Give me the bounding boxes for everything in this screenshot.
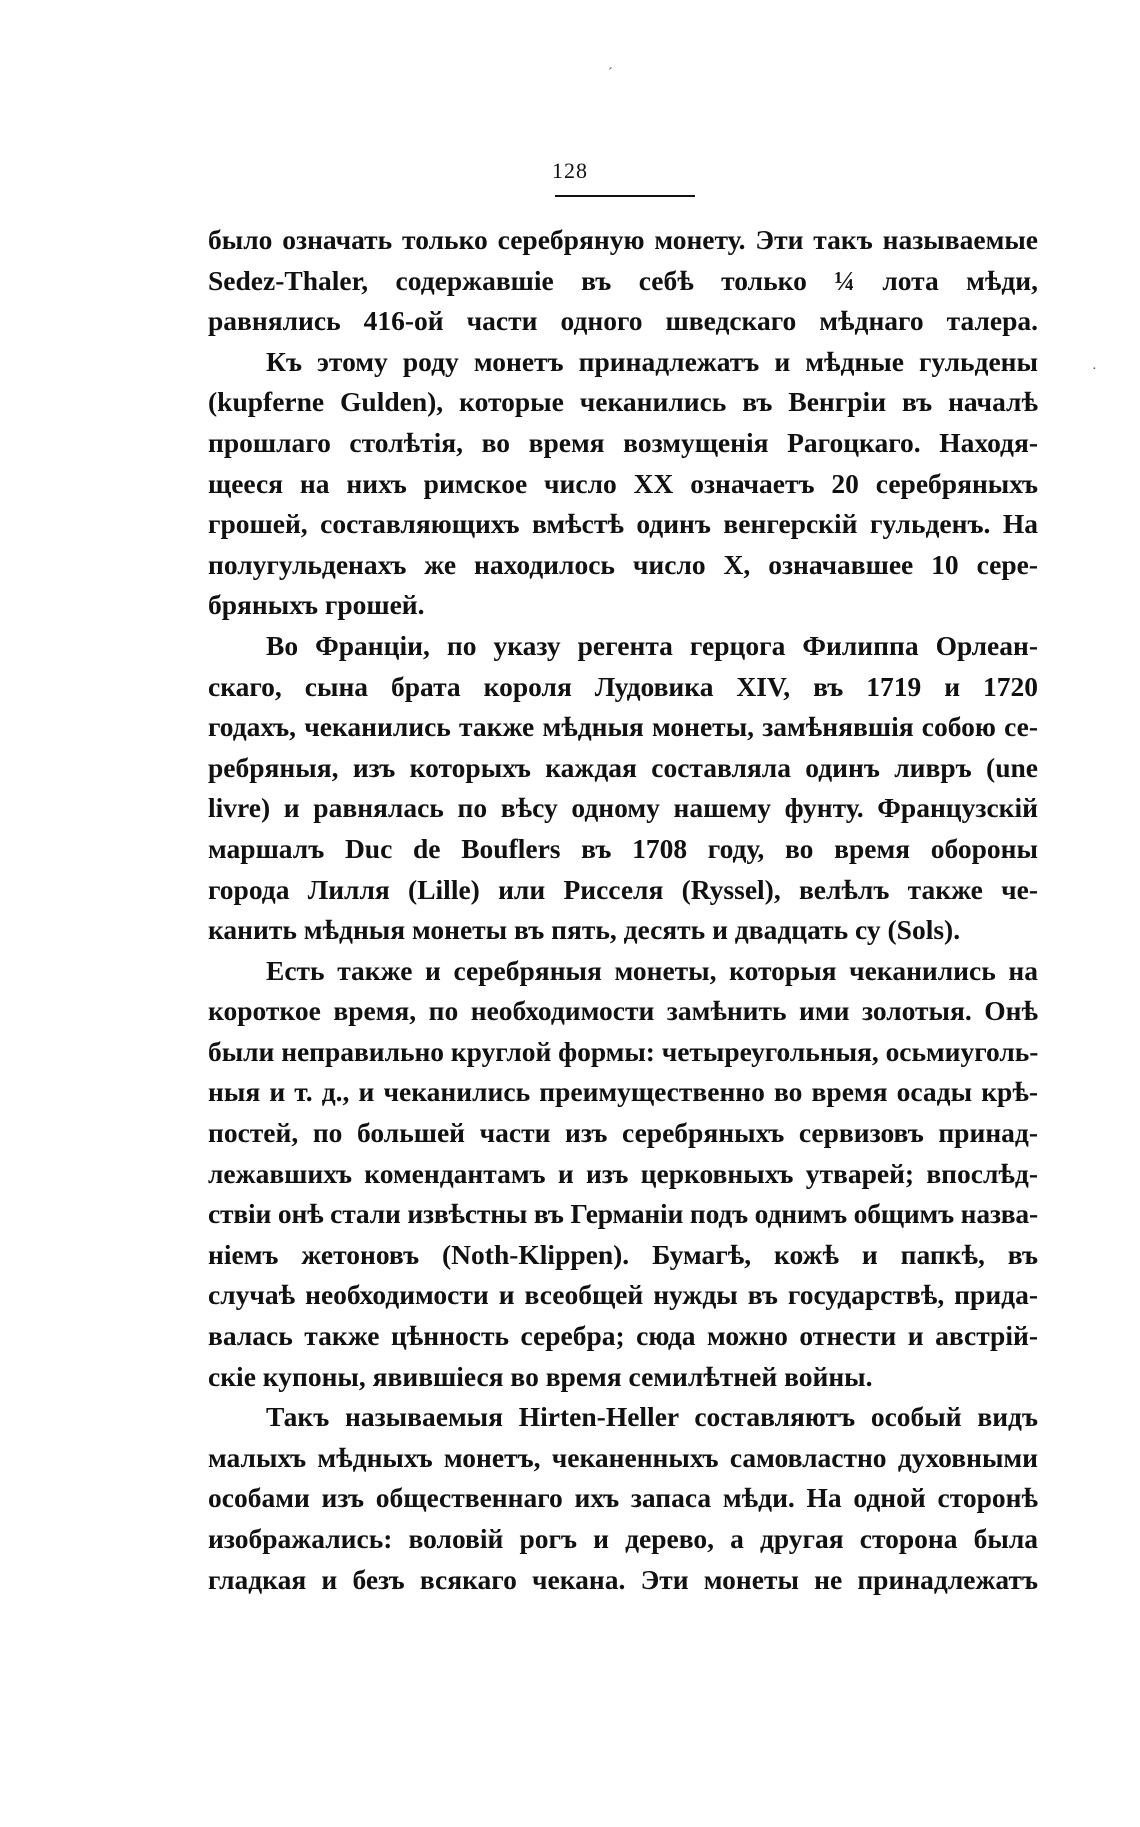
text-line: ребряныя, изъ которыхъ каждая составляла одинъ ливръ (une <box>208 751 1038 783</box>
text-line: прошлаго столѣтія, во время возмущенія Рагоцкаго. Находя- <box>208 426 1038 458</box>
text-line: было означать только серебряную монету. Эти такъ называемые <box>208 224 1038 255</box>
body-text <box>208 220 1038 1600</box>
text-line: livre) и равнялась по вѣсу одному нашему фунту. Французскій <box>208 792 1038 824</box>
text-line: гладкая и безъ всякаго чекана. Эти монеты не принадлежатъ <box>208 1563 1038 1595</box>
text-line: ствіи онѣ стали извѣстны въ Германіи подъ однимъ общимъ назва- <box>208 1198 1038 1230</box>
page-number: 128 <box>552 158 588 183</box>
text-line: скіе купоны, явившіеся во время семилѣтней войны. <box>208 1360 873 1392</box>
text-line: равнялись 416-ой части одного шведскаго мѣднаго талера. <box>208 305 1038 337</box>
text-line: Sedez-Thaler, содержавшіе въ себѣ только ¼ лота мѣди, <box>208 264 1038 296</box>
text-line: щееся на нихъ римское число XX означаетъ 20 серебряныхъ <box>208 467 1038 499</box>
scan-speck: ˊ <box>608 66 613 81</box>
text-line: скаго, сына брата короля Лудовика XIV, въ 1719 и 1720 <box>208 670 1038 702</box>
text-line: постей, по большей части изъ серебряныхъ сервизовъ принад- <box>208 1117 1038 1149</box>
text-line: изображались: воловій рогъ и дерево, а другая сторона была <box>208 1523 1038 1554</box>
text-line: годахъ, чеканились также мѣдныя монеты, замѣнявшія собою се- <box>208 711 1038 743</box>
text-line: полугульденахъ же находилось число X, означавшее 10 сере- <box>208 548 1038 580</box>
header-rule <box>555 195 695 197</box>
text-line: бряныхъ грошей. <box>208 589 425 621</box>
text-line: короткое время, по необходимости замѣнить ими золотыя. Онѣ <box>208 995 1038 1027</box>
text-line: грошей, составляющихъ вмѣстѣ одинъ венгерскій гульденъ. На <box>208 508 1038 540</box>
text-line: ніемъ жетоновъ (Noth-Klippen). Бумагѣ, кожѣ и папкѣ, въ <box>208 1238 1038 1270</box>
text-line: лежавшихъ комендантамъ и изъ церковныхъ утварей; впослѣд- <box>208 1157 1038 1189</box>
scan-speck: · <box>1092 362 1097 377</box>
text-line: малыхъ мѣдныхъ монетъ, чеканенныхъ самовластно духовными <box>208 1441 1038 1473</box>
text-line: Такъ называемыя Hirten-Heller составляютъ особый видъ <box>266 1401 1038 1433</box>
text-line: валась также цѣнность серебра; сюда можно отнести и австрій- <box>208 1320 1038 1352</box>
text-line: были неправильно круглой формы: четыреугольныя, осьмиуголь- <box>208 1035 1039 1067</box>
text-line: Къ этому роду монетъ принадлежатъ и мѣдные гульдены <box>266 345 1038 377</box>
text-line: ныя и т. д., и чеканились преимущественно во время осады крѣ- <box>208 1076 1038 1108</box>
text-line: Есть также и серебряныя монеты, которыя чеканились на <box>266 954 1038 986</box>
text-line: Во Франціи, по указу регента герцога Филиппа Орлеан- <box>266 629 1038 661</box>
text-line: маршалъ Duc de Bouflers въ 1708 году, во время обороны <box>208 832 1038 864</box>
text-line: канить мѣдныя монеты въ пять, десять и двадцать су (Sols). <box>208 914 961 946</box>
text-line: города Лилля (Lille) или Рисселя (Ryssel), велѣлъ также че- <box>208 873 1038 905</box>
text-line: случаѣ необходимости и всеобщей нужды въ государствѣ, прида- <box>208 1279 1038 1311</box>
text-line: особами изъ общественнаго ихъ запаса мѣди. На одной сторонѣ <box>208 1482 1038 1514</box>
text-line: (kupferne Gulden), которые чеканились въ Венгріи въ началѣ <box>208 386 1038 418</box>
